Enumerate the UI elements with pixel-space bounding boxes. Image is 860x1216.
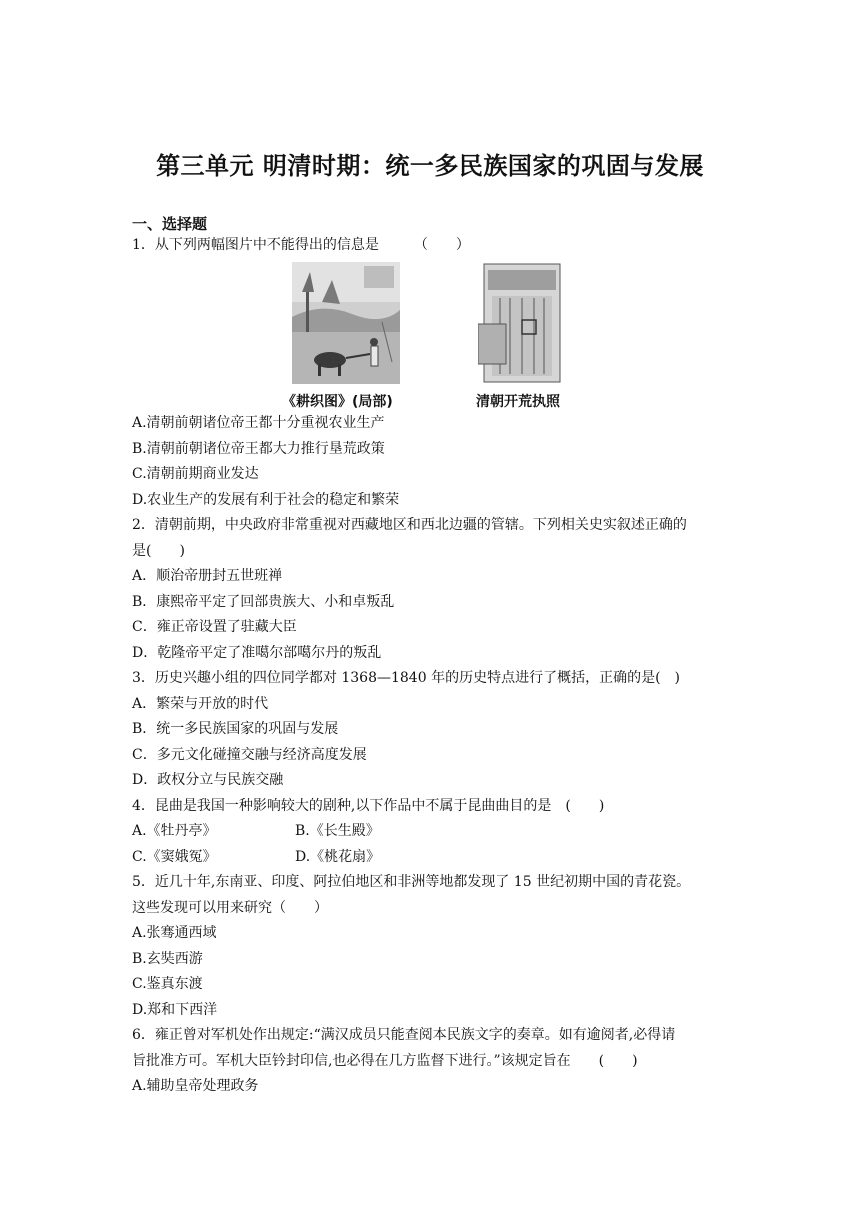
question-6-stem-line1: 6．雍正曾对军机处作出规定:“满汉成员只能查阅本民族文字的奏章。如有逾阅者,必得请 <box>132 1027 676 1043</box>
section-heading: 一、选择题 <box>132 215 208 233</box>
question-5-option-a: A.张骞通西域 <box>132 925 217 941</box>
question-2-stem-line1: 2．清朝前期，中央政府非常重视对西藏地区和西北边疆的管辖。下列相关史实叙述正确的 <box>132 517 687 533</box>
question-4-stem: 4．昆曲是我国一种影响较大的剧种,以下作品中不属于昆曲曲目的是 ( ) <box>132 798 605 814</box>
question-1-option-d: D.农业生产的发展有利于社会的稳定和繁荣 <box>132 492 400 508</box>
question-3-option-b: B．统一多民族国家的巩固与发展 <box>132 721 339 737</box>
question-2-option-b: B．康熙帝平定了回部贵族大、小和卓叛乱 <box>132 594 395 610</box>
question-5-option-d: D.郑和下西洋 <box>132 1002 218 1018</box>
question-3-stem: 3．历史兴趣小组的四位同学都对 1368—1840 年的历史特点进行了概括，正确的是( ) <box>132 670 680 686</box>
gengzhitu-image <box>292 262 400 384</box>
question-4-option-d: D.《桃花扇》 <box>295 849 381 865</box>
question-1-stem: 1．从下列两幅图片中不能得出的信息是 （ ） <box>132 237 470 253</box>
question-3-option-c: C．多元文化碰撞交融与经济高度发展 <box>132 747 367 763</box>
question-6-stem-line2: 旨批准方可。军机大臣钤封印信,也必得在几方监督下进行。”该规定旨在 ( ) <box>132 1053 638 1069</box>
question-5-option-c: C.鉴真东渡 <box>132 976 203 992</box>
page-title: 第三单元 明清时期：统一多民族国家的巩固与发展 <box>156 152 704 180</box>
question-1-option-c: C.清朝前期商业发达 <box>132 466 259 482</box>
question-2-option-c: C．雍正帝设置了驻藏大臣 <box>132 619 297 635</box>
question-3-option-d: D．政权分立与民族交融 <box>132 772 284 788</box>
question-4-option-b: B.《长生殿》 <box>295 823 380 839</box>
question-3-option-a: A．繁荣与开放的时代 <box>132 696 269 712</box>
question-4-option-c: C.《窦娥冤》 <box>132 849 217 865</box>
question-4-option-a: A.《牡丹亭》 <box>132 823 217 839</box>
question-5-stem-line2: 这些发现可以用来研究（ ） <box>132 900 328 916</box>
question-5-option-b: B.玄奘西游 <box>132 951 203 967</box>
question-6-option-a: A.辅助皇帝处理政务 <box>132 1078 259 1094</box>
kaihuang-zhizhao-image <box>478 262 564 384</box>
question-1-option-a: A.清朝前朝诸位帝王都十分重视农业生产 <box>132 415 385 431</box>
question-2-stem-line2: 是( ) <box>132 543 185 559</box>
caption-kaihuang-zhizhao: 清朝开荒执照 <box>476 394 560 410</box>
question-1-option-b: B.清朝前朝诸位帝王都大力推行垦荒政策 <box>132 441 385 457</box>
question-2-option-d: D．乾隆帝平定了准噶尔部噶尔丹的叛乱 <box>132 645 382 661</box>
question-5-stem-line1: 5．近几十年,东南亚、印度、阿拉伯地区和非洲等地都发现了 15 世纪初期中国的青花瓷。 <box>132 874 691 890</box>
caption-gengzhitu: 《耕织图》(局部) <box>282 394 393 410</box>
question-2-option-a: A．顺治帝册封五世班禅 <box>132 568 283 584</box>
